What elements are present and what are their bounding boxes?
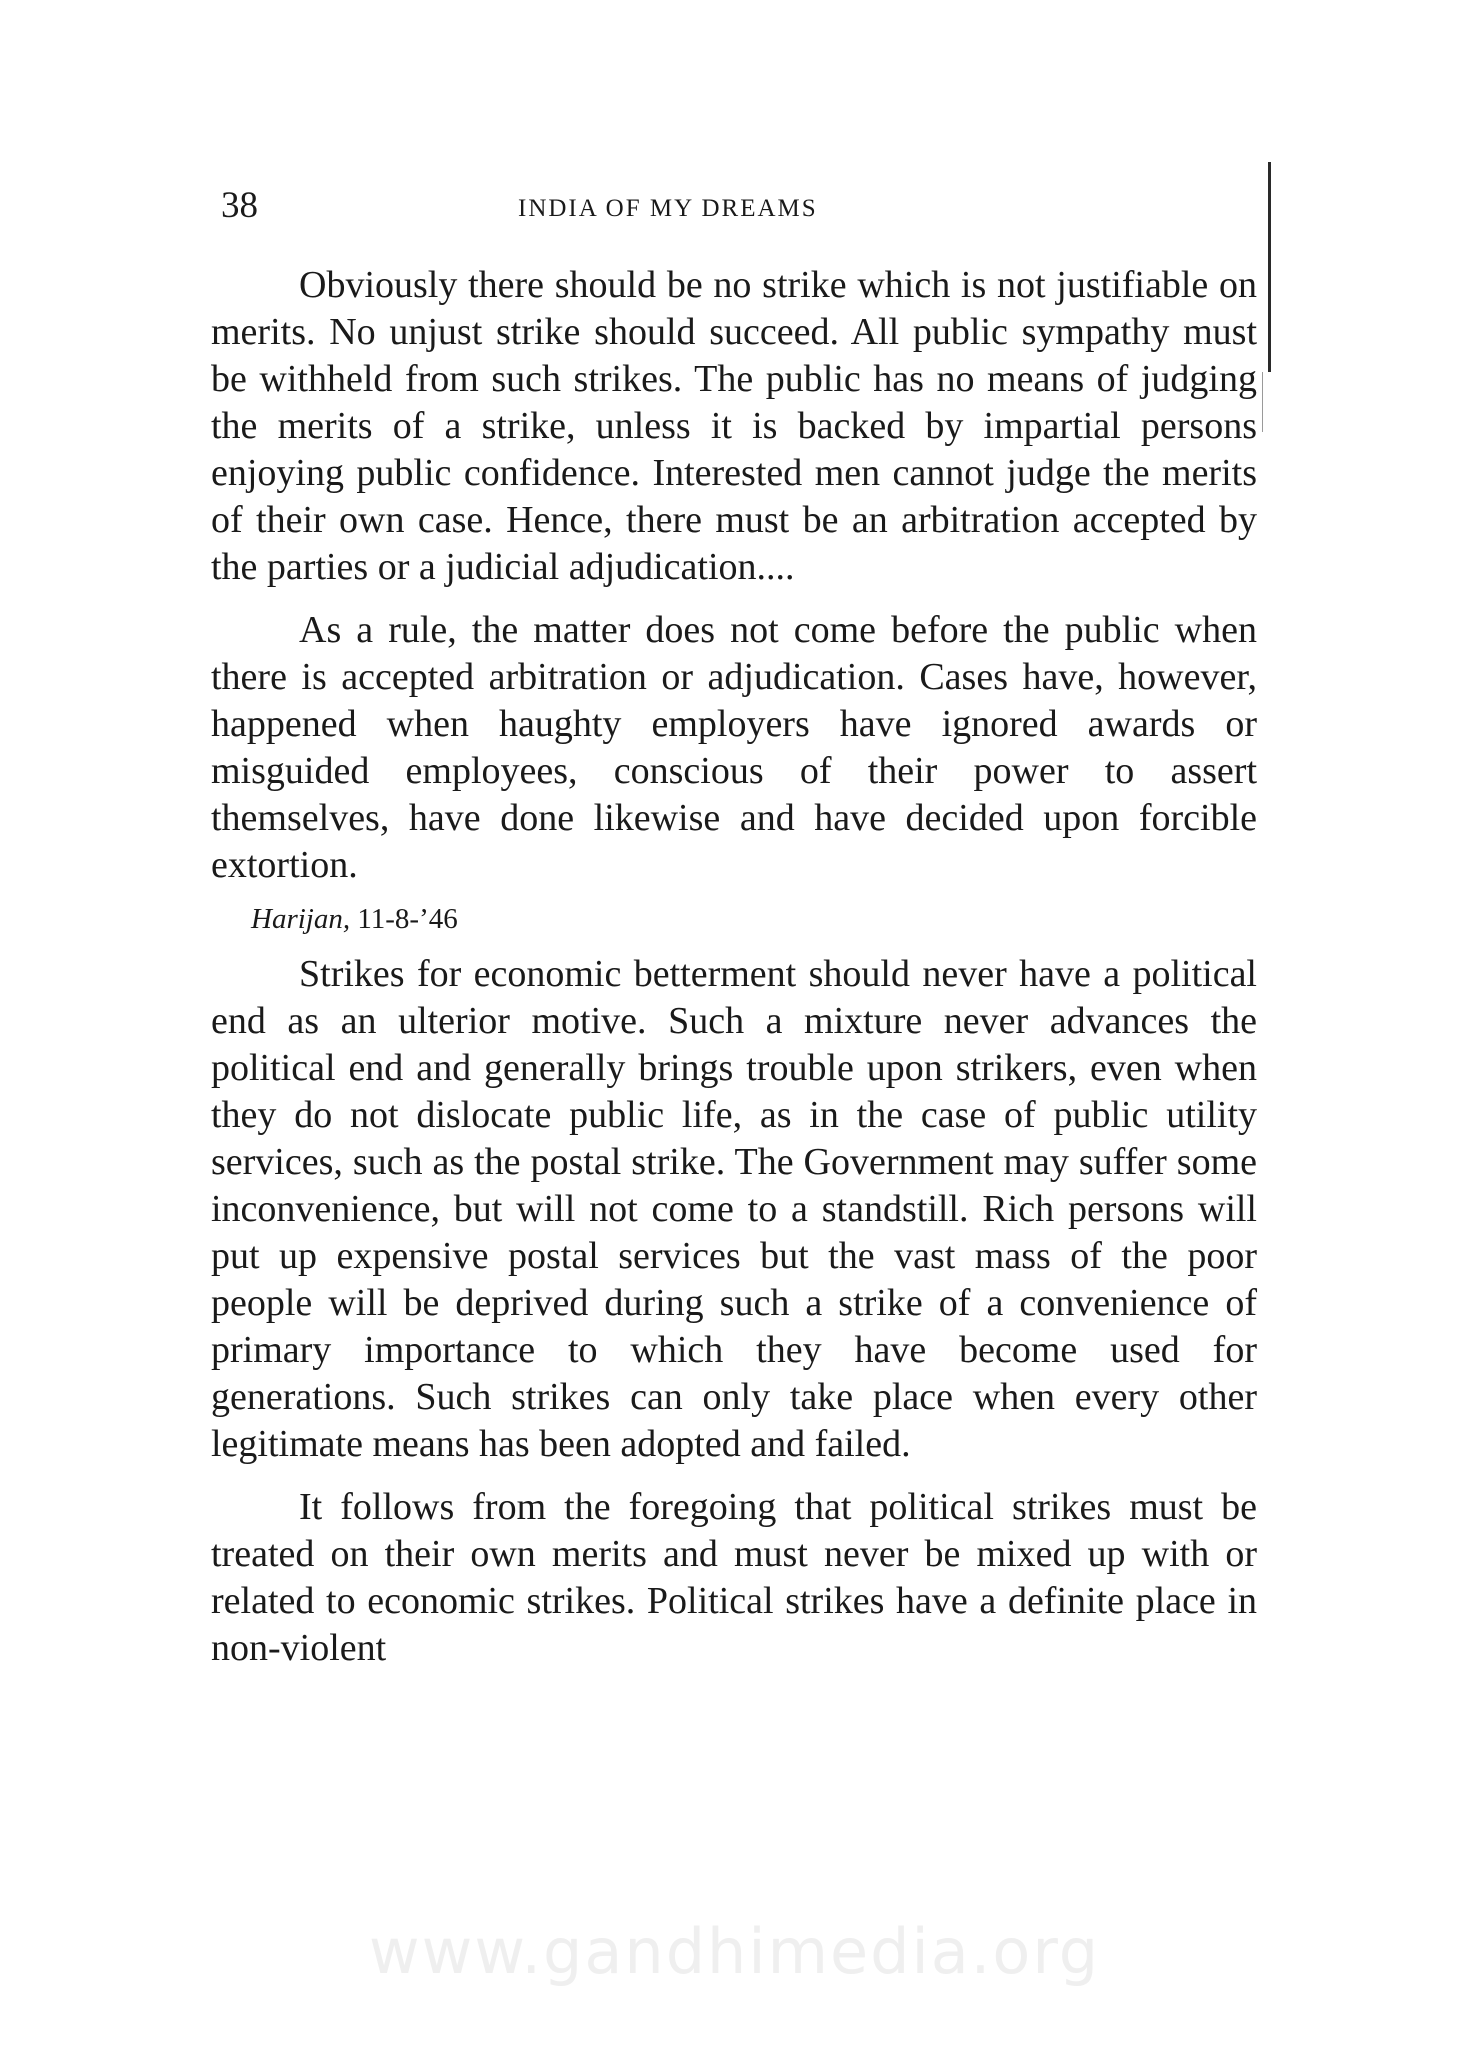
watermark: www.gandhimedia.org <box>368 1915 1101 1988</box>
scan-margin-line <box>1268 162 1271 372</box>
citation <box>251 899 1257 939</box>
paragraph-3: Strikes for economic betterment should never have a political end as an ulterior motive. Such a mixture never advances the political end and generally brings trouble upon strikers, even when they do not dislocate public life, as in the case of public utility services, such as the postal strike. The Government may suffer some inconvenience, but will not come to a standstill. Rich persons will put up expensive postal services but the vast mass of the poor people will be deprived during such a strike of a convenience of primary importance to which they have become used for generations. Such strikes can only take place when every other legitimate means has been adopted and failed. <box>211 953 1257 1465</box>
citation-date: 11-8-’46 <box>357 903 458 935</box>
page-body <box>211 262 1257 1672</box>
paragraph-4: It follows from the foregoing that political strikes must be treated on their own merits and must never be mixed up with or related to economic strikes. Political strikes have a definite place in non-violent <box>211 1486 1257 1669</box>
citation-source: Harijan, <box>251 903 351 935</box>
paragraph-1: Obviously there should be no strike which is not justifiable on merits. No unjust strike should succeed. All public sympathy must be withheld from such strikes. The public has no means of judging the merits of a strike, unless it is backed by impartial persons enjoying public confidence. Interested men cannot judge the merits of their own case. Hence, there must be an arbitration accepted by the parties or a judicial adjudication.... <box>211 264 1257 588</box>
running-title: INDIA OF MY DREAMS <box>518 195 818 222</box>
page-number: 38 <box>221 185 258 226</box>
scan-margin-line-faint <box>1262 372 1263 432</box>
paragraph-2: As a rule, the matter does not come before the public when there is accepted arbitration or adjudication. Cases have, however, happened when haughty employers have ignored awards or misguided employees, conscious of their power to assert themselves, have done likewise and have decided upon forcible extortion. <box>211 609 1257 886</box>
